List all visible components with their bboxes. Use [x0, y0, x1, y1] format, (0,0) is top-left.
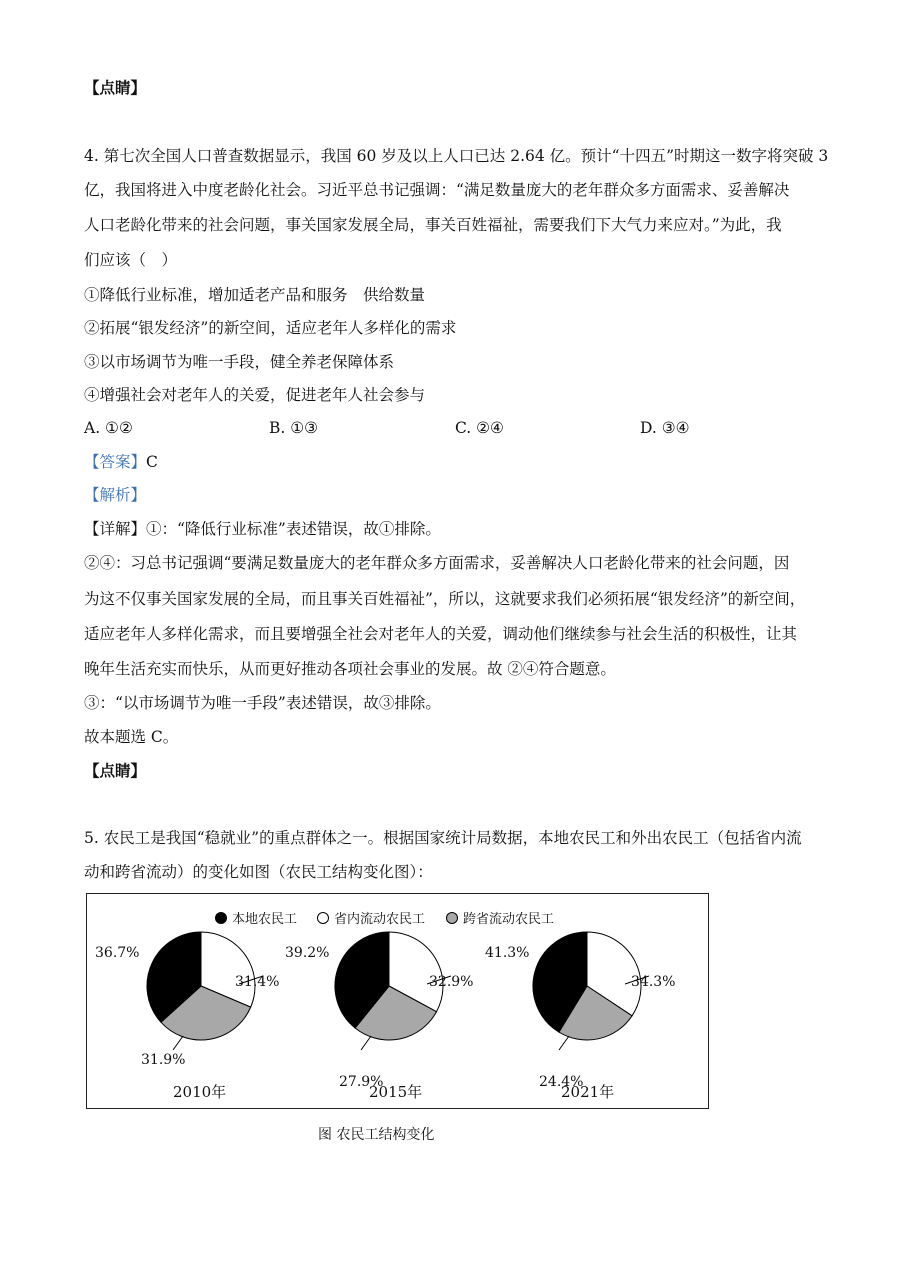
legend-swatch-0: [216, 913, 227, 924]
pie-0-leader-bottom: [173, 1036, 183, 1050]
dianjing-heading-bottom: 【点睛】: [84, 761, 147, 780]
figure-box: [86, 893, 709, 1109]
legend-swatch-1: [318, 913, 329, 924]
pie-charts-figure: [87, 894, 708, 1108]
legend-label-2: 跨省流动农民工: [463, 912, 555, 927]
q4-answer: [84, 452, 158, 472]
answer-label: 【答案】: [84, 453, 147, 471]
q4-option-c: C. ②④: [455, 419, 504, 437]
pie-1-label-1: 32.9%: [429, 974, 474, 990]
pie-1-leader-bottom: [361, 1036, 371, 1050]
q5-stem-line-2: 动和跨省流动）的变化如图（农民工结构变化图）：: [84, 863, 433, 881]
figure-caption: 图 农民工结构变化: [318, 1127, 435, 1143]
answer-value: C: [146, 453, 158, 471]
pie-2-year-title: 2021年: [561, 1083, 615, 1101]
analysis-label: 【解析】: [84, 486, 147, 504]
legend-swatch-2: [447, 913, 458, 924]
legend-label-0: 本地农民工: [232, 912, 298, 927]
q4-stem-line-2: 亿，我国将进入中度老龄化社会。习近平总书记强调：“满足数量庞大的老年群众多方面需求、妥善解决: [84, 181, 790, 199]
pie-0-label-2: 31.9%: [141, 1052, 186, 1068]
pie-0-year-title: 2010年: [173, 1083, 227, 1101]
detail-line-3: 为这不仅事关国家发展的全局，而且事关百姓福祉”，所以，这就要求我们必须拓展“银发经济”的新空间，: [84, 590, 806, 608]
legend-label-1: 省内流动农民工: [334, 912, 426, 927]
q4-item-2: ②拓展“银发经济”的新空间，适应老年人多样化的需求: [84, 319, 457, 337]
q4-item-4: ④增强社会对老年人的关爱，促进老年人社会参与: [84, 386, 426, 404]
detail-line-1: 【详解】①：“降低行业标准”表述错误，故①排除。: [84, 520, 441, 538]
q4-option-a: A. ①②: [84, 419, 133, 437]
pie-2-label-0: 41.3%: [485, 945, 530, 961]
pie-2-leader-bottom: [559, 1036, 569, 1050]
q4-stem-line-3: 人口老龄化带来的社会问题，事关国家发展全局，事关百姓福祉，需要我们下大气力来应对。”为此，我: [84, 216, 782, 234]
pie-1-year-title: 2015年: [369, 1083, 423, 1101]
pie-1-label-2: 27.9%: [339, 1074, 384, 1090]
detail-line-2: ②④：习总书记强调“要满足数量庞大的老年群众多方面需求，妥善解决人口老龄化带来的社会问题，因: [84, 554, 790, 572]
q4-item-3: ③以市场调节为唯一手段，健全养老保障体系: [84, 353, 395, 371]
detail-line-7: 故本题选 C。: [84, 728, 179, 746]
q4-stem-line-4: 们应该（ ）: [84, 251, 178, 269]
detail-line-5: 晚年生活充实而快乐，从而更好推动各项社会事业的发展。故 ②④符合题意。: [84, 660, 616, 678]
q4-item-1: ①降低行业标准，增加适老产品和服务 供给数量: [84, 286, 426, 304]
q4-option-d: D. ③④: [640, 419, 690, 437]
detail-line-4: 适应老年人多样化需求，而且要增强全社会对老年人的关爱，调动他们继续参与社会生活的积极性，让其: [84, 625, 798, 643]
q5-stem-line-1: 5. 农民工是我国“稳就业”的重点群体之一。根据国家统计局数据，本地农民工和外出农民工（包括省内流: [84, 829, 802, 847]
pie-0-label-0: 36.7%: [95, 945, 140, 961]
dianjing-heading-top: 【点睛】: [84, 78, 147, 97]
pie-0-label-1: 31.4%: [235, 974, 280, 990]
pie-1-label-0: 39.2%: [285, 945, 330, 961]
q4-option-b: B. ①③: [269, 419, 319, 437]
q4-stem-line-1: 4. 第七次全国人口普查数据显示，我国 60 岁及以上人口已达 2.64 亿。预计“十四五”时期这一数字将突破 3: [84, 147, 829, 165]
pie-2-label-2: 24.4%: [539, 1074, 584, 1090]
pie-2-label-1: 34.3%: [631, 974, 676, 990]
detail-line-6: ③：“以市场调节为唯一手段”表述错误，故③排除。: [84, 694, 441, 712]
